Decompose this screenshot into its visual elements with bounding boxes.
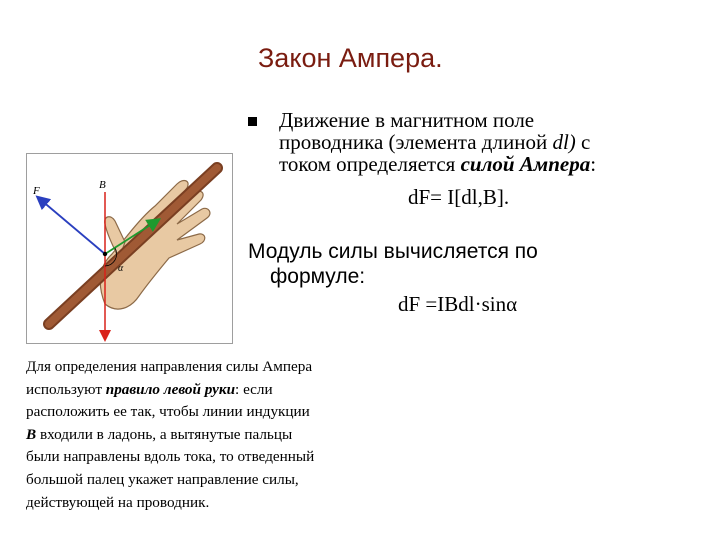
modulus-text [248, 239, 538, 289]
label-B: B [99, 179, 106, 191]
bullet-line-3-end: : [590, 152, 597, 176]
bullet-line-2 [279, 131, 679, 153]
ampere-force-term: силой Ампера [460, 152, 591, 176]
caption-line-3: расположить ее так, чтобы линии индукции [26, 403, 310, 421]
label-alpha: α [118, 263, 124, 274]
caption-line-7: действующей на проводник. [26, 493, 210, 511]
caption-line-2 [26, 379, 371, 402]
caption-text [26, 356, 371, 514]
modulus-formula: dF =IBdl·sinα [398, 292, 518, 316]
caption-line-5: были направлены вдоль тока, то отведенный [26, 448, 315, 466]
label-F: F [33, 185, 40, 197]
modulus-line-1: Модуль силы вычисляется по [248, 240, 538, 263]
caption-line-2-end: : если [235, 380, 273, 398]
caption-line-4 [26, 424, 371, 447]
vector-F-arrow [41, 200, 105, 254]
bullet-text [279, 109, 679, 175]
caption-line-1: Для определения направления силы Ампера [26, 358, 313, 375]
caption-B-term: B [26, 425, 37, 443]
bullet-line-2-end: с [581, 130, 591, 154]
bullet-dl: dl) [552, 130, 582, 154]
square-bullet-icon [248, 117, 257, 126]
caption-line-4-text: входили в ладонь, а вытянутые пальцы [36, 425, 293, 443]
left-hand-rule-term: правило левой руки [105, 380, 236, 398]
figure-svg [27, 154, 232, 343]
caption-line-6: большой палец укажет направление силы, [26, 470, 299, 488]
left-hand-rule-figure [26, 153, 233, 344]
modulus-line-2: формуле: [270, 265, 366, 288]
bullet-line-3-text: током определяется [279, 152, 461, 176]
vector-formula: dF= I[dl,B]. [408, 185, 510, 209]
bullet-line-1: Движение в магнитном поле [279, 108, 535, 132]
bullet-line-3 [279, 153, 679, 175]
slide-title: Закон Ампера. [258, 43, 443, 73]
bullet-line-2-text: проводника (элемента длиной [279, 130, 553, 154]
caption-line-2-text: используют [26, 380, 106, 398]
